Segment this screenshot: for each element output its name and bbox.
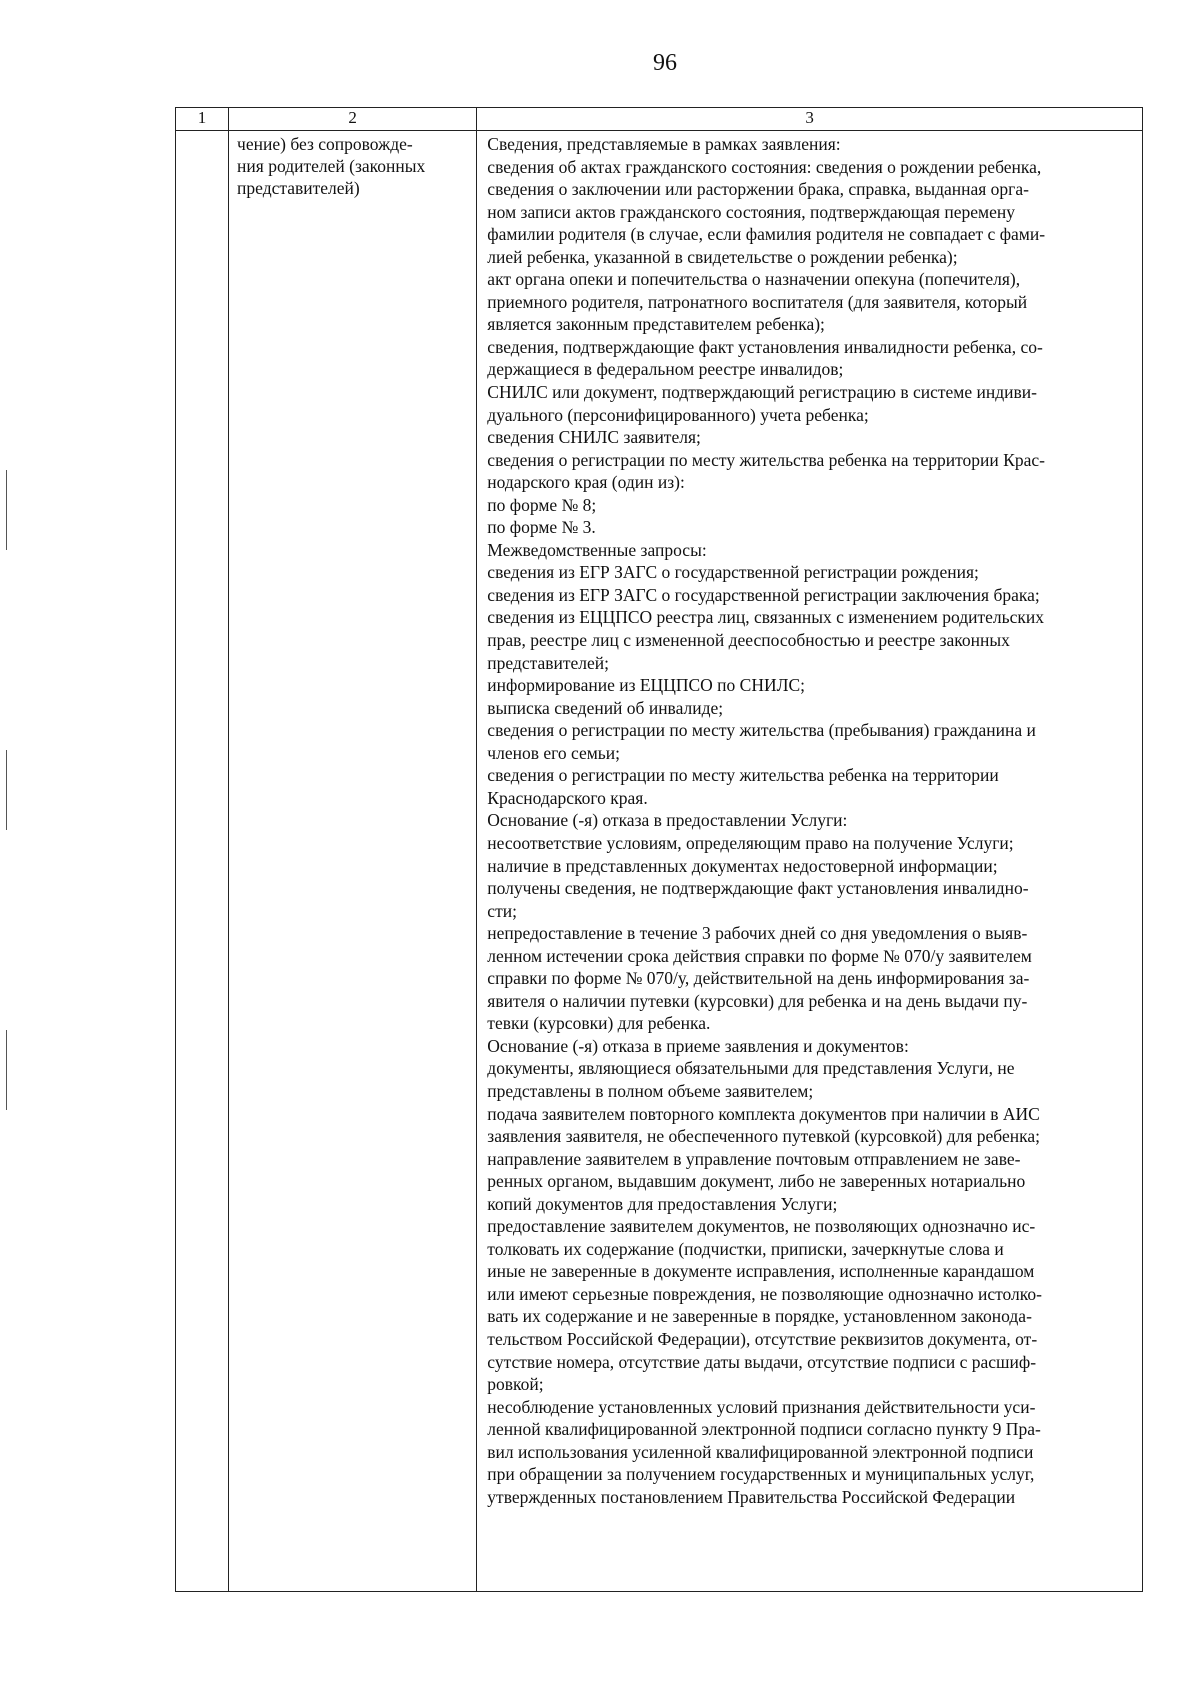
col3-line: наличие в представленных документах недостоверной информации; xyxy=(487,855,998,876)
cell-col-2 xyxy=(229,131,477,1592)
document-table xyxy=(175,107,1143,1592)
col3-line: представителей; xyxy=(487,652,610,673)
col3-line: сведения о регистрации по месту жительства ребенка на территории Крас- xyxy=(487,449,1045,470)
column-header-1: 1 xyxy=(176,108,229,131)
col3-line: ровкой; xyxy=(487,1374,544,1395)
col3-line: заявления заявителя, не обеспеченного путевкой (курсовкой) для ребенка; xyxy=(487,1126,1040,1147)
col3-line: по форме № 3. xyxy=(487,517,596,538)
col3-line: направление заявителем в управление почтовым отправлением не заве- xyxy=(487,1148,1021,1169)
col3-line: ленной квалифицированной электронной подписи согласно пункту 9 Пра- xyxy=(487,1419,1041,1440)
col3-line: ленном истечении срока действия справки по форме № 070/у заявителем xyxy=(487,945,1032,966)
col3-line: вать их содержание и не заверенные в порядке, установленном законода- xyxy=(487,1306,1032,1327)
col3-line: предоставление заявителем документов, не позволяющих однозначно ис- xyxy=(487,1216,1036,1237)
col3-line: подача заявителем повторного комплекта документов при наличии в АИС xyxy=(487,1103,1040,1124)
col3-line: сведения из ЕГР ЗАГС о государственной регистрации рождения; xyxy=(487,562,979,583)
col3-line: вил использования усиленной квалифицированной электронной подписи xyxy=(487,1441,1034,1462)
col3-line: толковать их содержание (подчистки, приписки, зачеркнутые слова и xyxy=(487,1238,1004,1259)
col3-line: несоблюдение установленных условий признания действительности уси- xyxy=(487,1396,1036,1417)
col3-line: или имеют серьезные повреждения, не позволяющие однозначно истолко- xyxy=(487,1283,1042,1304)
col3-line: является законным представителем ребенка); xyxy=(487,314,825,335)
cell-col-1 xyxy=(176,131,229,1592)
col3-line: приемного родителя, патронатного воспитателя (для заявителя, который xyxy=(487,291,1028,312)
col3-line: ренных органом, выдавшим документ, либо не заверенных нотариально xyxy=(487,1171,1026,1192)
col3-line: сутствие номера, отсутствие даты выдачи, отсутствие подписи с расшиф- xyxy=(487,1351,1037,1372)
col3-line: иные не заверенные в документе исправления, исполненные карандашом xyxy=(487,1261,1035,1282)
col3-line: тевки (курсовки) для ребенка. xyxy=(487,1013,711,1034)
col3-line: членов его семьи; xyxy=(487,742,621,763)
col3-line: Сведения, представляемые в рамках заявления: xyxy=(487,134,841,154)
col3-line: сведения об актах гражданского состояния: сведения о рождении ребенка, xyxy=(487,156,1042,177)
col3-line: несоответствие условиям, определяющим право на получение Услуги; xyxy=(487,832,1014,853)
col3-line: представлены в полном объеме заявителем; xyxy=(487,1080,814,1101)
col3-line: справки по форме № 070/у, действительной на день информирования за- xyxy=(487,968,1030,989)
col3-line: СНИЛС или документ, подтверждающий регистрацию в системе индиви- xyxy=(487,382,1037,403)
col3-line: сведения о регистрации по месту жительства (пребывания) гражданина и xyxy=(487,720,1036,741)
col3-line: тельством Российской Федерации), отсутствие реквизитов документа, от- xyxy=(487,1328,1038,1349)
col3-line: сти; xyxy=(487,900,517,921)
col3-line: утвержденных постановлением Правительства Российской Федерации xyxy=(487,1486,1016,1507)
column-header-3: 3 xyxy=(477,108,1143,131)
col3-line: сведения о заключении или расторжении брака, справка, выданная орга- xyxy=(487,179,1029,200)
col3-line: выписка сведений об инвалиде; xyxy=(487,697,724,718)
page-number: 96 xyxy=(653,50,677,76)
col3-line: сведения из ЕГР ЗАГС о государственной регистрации заключения брака; xyxy=(487,584,1040,605)
col2-line: представителей) xyxy=(237,178,360,198)
col3-line: документы, являющиеся обязательными для представления Услуги, не xyxy=(487,1058,1015,1079)
col3-line: держащиеся в федеральном реестре инвалидов; xyxy=(487,359,844,380)
col3-line: фамилии родителя (в случае, если фамилия родителя не совпадает с фами- xyxy=(487,224,1046,245)
col3-line: получены сведения, не подтверждающие факт установления инвалидно- xyxy=(487,878,1029,899)
col3-line: непредоставление в течение 3 рабочих дней со дня уведомления о выяв- xyxy=(487,923,1028,944)
col3-line: Межведомственные запросы: xyxy=(487,539,707,560)
col3-line: акт органа опеки и попечительства о назначении опекуна (попечителя), xyxy=(487,269,1021,290)
table-header-row xyxy=(176,108,1143,131)
col3-line: лией ребенка, указанной в свидетельстве о рождении ребенка); xyxy=(487,246,958,267)
col3-line: ном записи актов гражданского состояния, подтверждающая перемену xyxy=(487,201,1015,222)
col3-line: нодарского края (один из): xyxy=(487,472,685,493)
col3-line: информирование из ЕЦЦПСО по СНИЛС; xyxy=(487,675,805,696)
col3-line: при обращении за получением государственных и муниципальных услуг, xyxy=(487,1464,1035,1485)
col3-line: дуального (персонифицированного) учета ребенка; xyxy=(487,404,869,425)
col3-line: сведения, подтверждающие факт установления инвалидности ребенка, со- xyxy=(487,336,1043,357)
col2-line: чение) без сопровожде- xyxy=(237,134,413,154)
col2-line: ния родителей (законных xyxy=(237,156,426,176)
col3-line: Основание (-я) отказа в предоставлении Услуги: xyxy=(487,810,848,831)
col3-line: копий документов для предоставления Услуги; xyxy=(487,1193,838,1214)
col3-line: явителя о наличии путевки (курсовки) для ребенка и на день выдачи пу- xyxy=(487,990,1028,1011)
col3-line: сведения о регистрации по месту жительства ребенка на территории xyxy=(487,765,999,786)
scan-margin-marks xyxy=(0,470,12,1110)
table-row xyxy=(176,131,1143,1592)
col3-line: Краснодарского края. xyxy=(487,787,648,808)
column-header-2: 2 xyxy=(229,108,477,131)
col3-line: сведения СНИЛС заявителя; xyxy=(487,427,701,448)
col3-line: Основание (-я) отказа в приеме заявления и документов: xyxy=(487,1035,909,1056)
col3-line: сведения из ЕЦЦПСО реестра лиц, связанных с изменением родительских xyxy=(487,607,1044,628)
cell-col-3 xyxy=(477,131,1143,1592)
col3-line: прав, реестре лиц с измененной дееспособностью и реестре законных xyxy=(487,630,1010,651)
col3-line: по форме № 8; xyxy=(487,494,597,515)
